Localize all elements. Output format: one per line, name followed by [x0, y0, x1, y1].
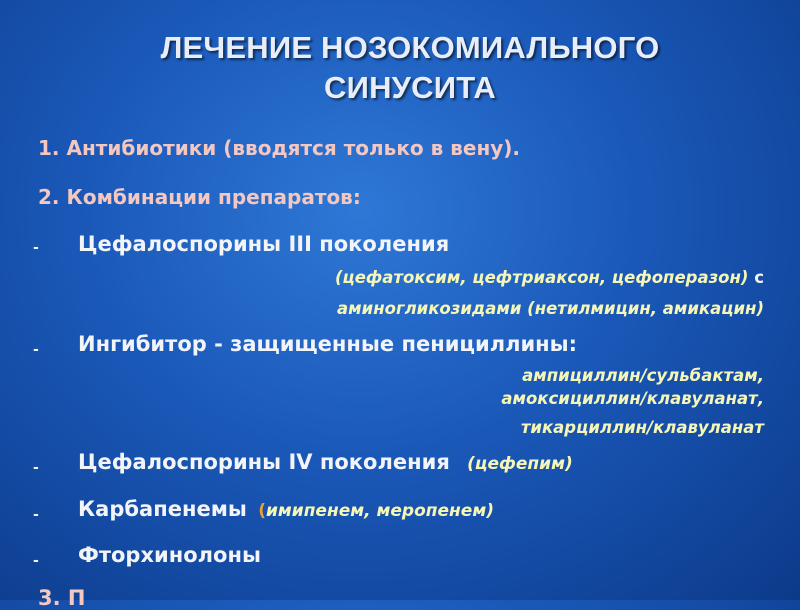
cephalo3-connector: с [748, 268, 764, 287]
inhibitor-detail-line-2: амоксициллин/клавуланат, [501, 389, 764, 408]
bullet-dash: - [33, 460, 39, 476]
carbapenems-paren: ( [258, 501, 266, 521]
bullet-dash: - [33, 240, 39, 256]
bullet-cephalosporins-4 [78, 450, 573, 474]
carbapenems-label: Карбапенемы [78, 497, 247, 521]
item-combinations: 2. Комбинации препаратов: [38, 185, 361, 209]
bullet-fluoroquinolones: Фторхинолоны [78, 543, 261, 567]
item-3-partial: 3. П [38, 586, 86, 610]
title-line-2: СИНУСИТА [324, 70, 496, 105]
bullet-dash: - [33, 342, 39, 358]
bullet-dash: - [33, 553, 39, 569]
carbapenems-drugs: имипенем, меропенем) [265, 501, 494, 521]
title-line-1: ЛЕЧЕНИЕ НОЗОКОМИАЛЬНОГО [160, 30, 660, 65]
inhibitor-detail-line-1: ампициллин/сульбактам, [522, 366, 764, 385]
slide-title [0, 28, 800, 108]
item-antibiotics: 1. Антибиотики (вводятся только в вену). [38, 136, 521, 160]
inhibitor-detail-line-3: тикарциллин/клавуланат [520, 418, 764, 437]
cephalo3-detail-line-2: аминогликозидами (нетилмицин, амикацин) [337, 299, 764, 318]
bullet-cephalosporins-3: Цефалоспорины III поколения [78, 232, 450, 256]
cephalo3-detail-line-1 [335, 268, 764, 287]
bullet-dash: - [33, 507, 39, 523]
bullet-inhibitor-penicillins: Ингибитор - защищенные пенициллины: [78, 332, 578, 356]
cephalo3-drugs: (цефатоксим, цефтриаксон, цефоперазон) [334, 268, 749, 287]
cephalo4-label: Цефалоспорины IV поколения [78, 450, 450, 474]
cephalo4-drug: (цефепим) [467, 454, 573, 474]
bullet-carbapenems [78, 497, 494, 521]
